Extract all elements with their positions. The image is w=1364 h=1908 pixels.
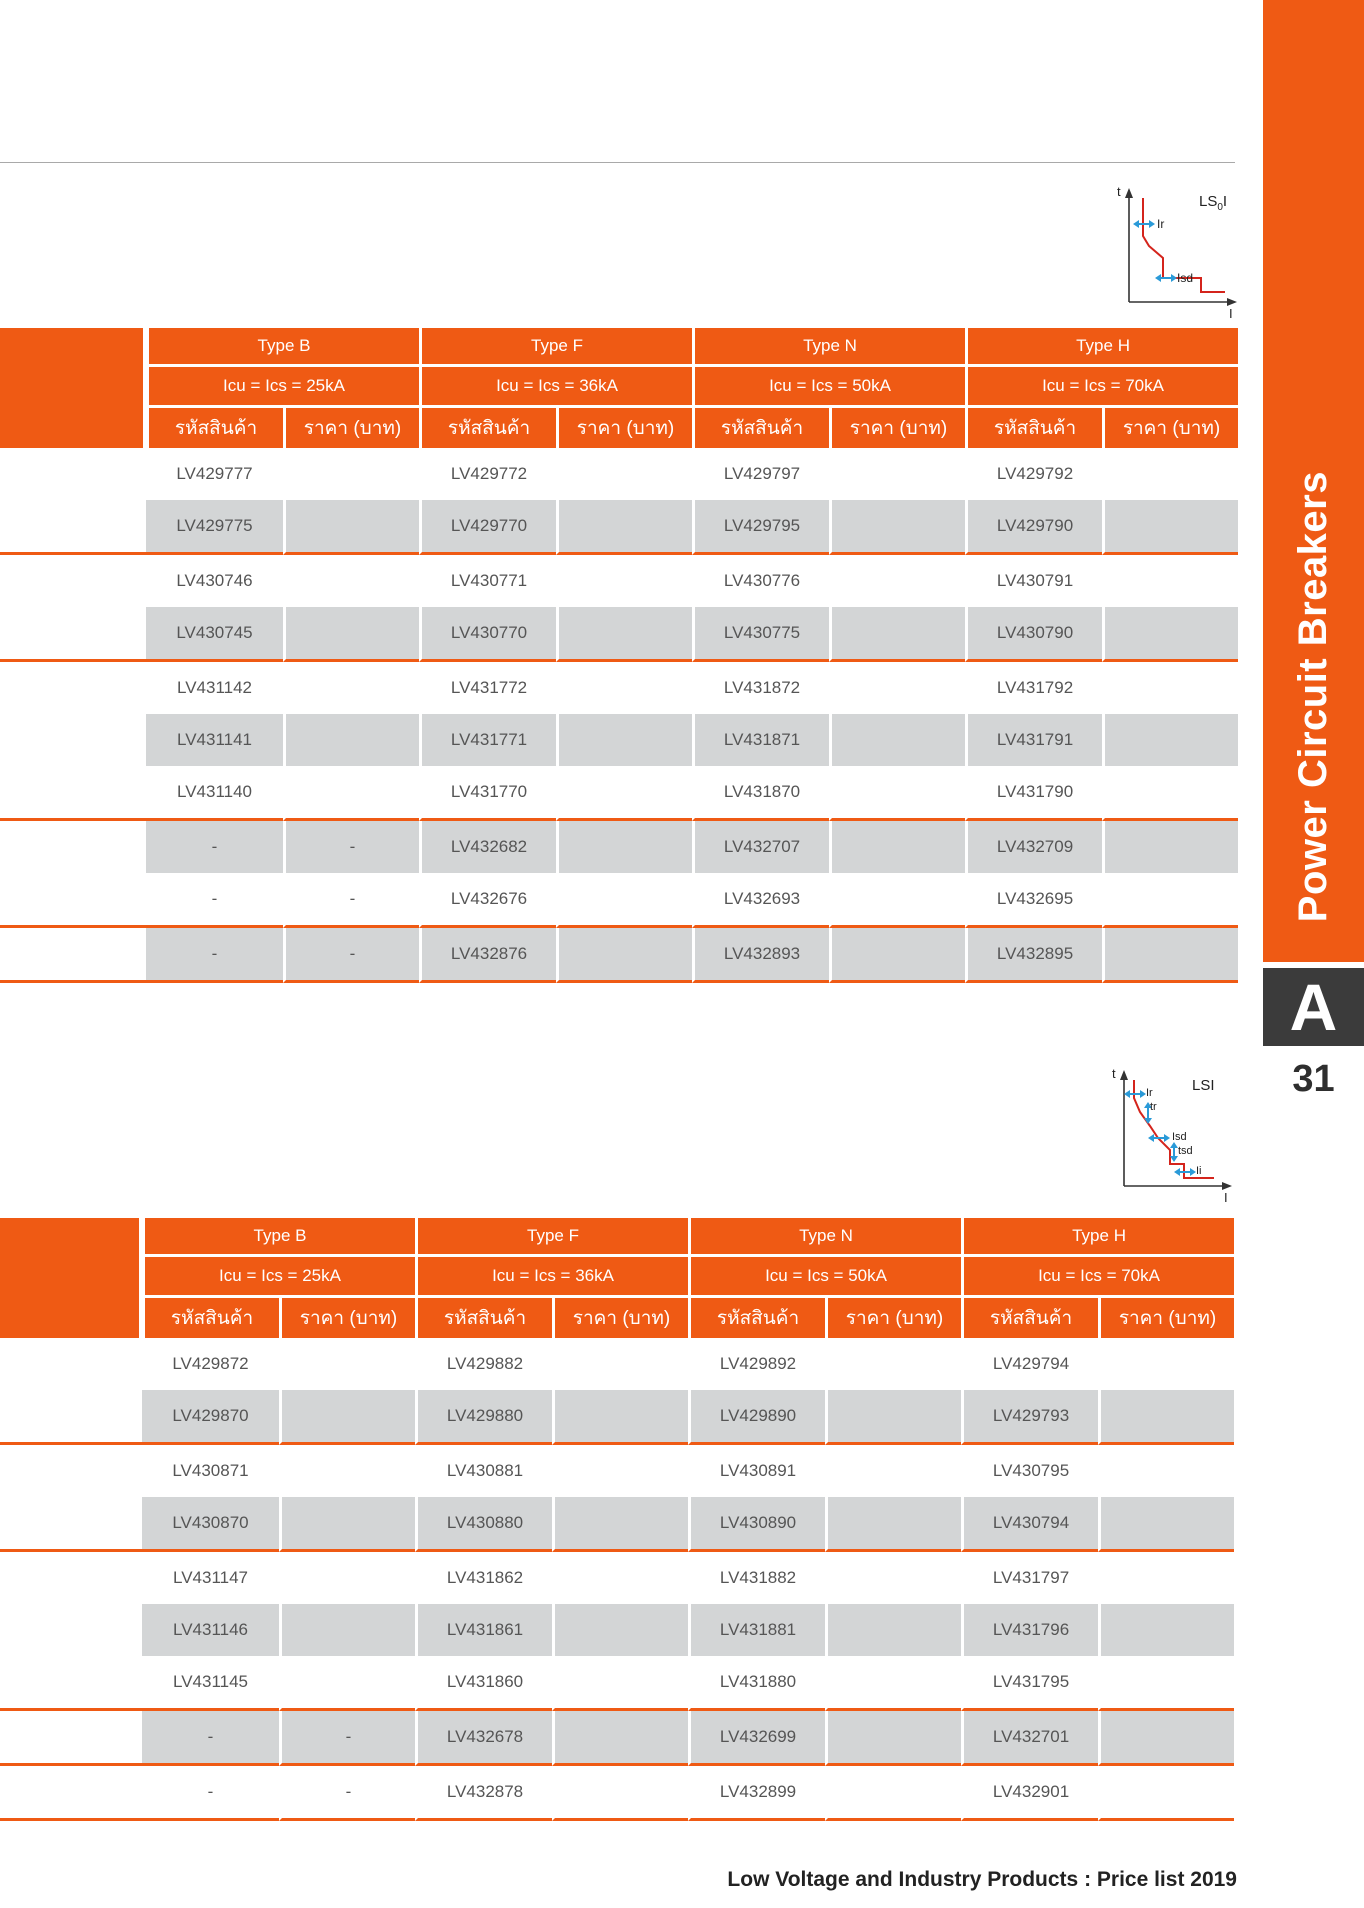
price-cell bbox=[825, 1338, 961, 1390]
table-header-spacer bbox=[0, 328, 146, 448]
i-axis-label: I bbox=[1224, 1190, 1228, 1205]
footer-text: Low Voltage and Industry Products : Price list 2019 bbox=[727, 1868, 1237, 1891]
product-code-cell: LV431862 bbox=[415, 1552, 552, 1604]
type-f-header: Type F bbox=[415, 1218, 688, 1254]
price-cell bbox=[556, 555, 692, 607]
price-cell bbox=[279, 1656, 415, 1711]
price-cell bbox=[829, 928, 965, 983]
product-code-cell: LV432676 bbox=[419, 873, 556, 928]
col-price: ราคา (บาท) bbox=[552, 1295, 688, 1338]
rating-f: Icu = Ics = 36kA bbox=[419, 364, 692, 405]
table-row bbox=[0, 1552, 1234, 1604]
price-cell bbox=[1098, 1390, 1234, 1445]
table-header-spacer bbox=[0, 1218, 142, 1338]
type-n-header: Type N bbox=[692, 328, 965, 364]
rating-b: Icu = Ics = 25kA bbox=[142, 1254, 415, 1295]
product-code-cell: LV430776 bbox=[692, 555, 829, 607]
product-code-cell: LV429890 bbox=[688, 1390, 825, 1445]
product-code-cell: LV431871 bbox=[692, 714, 829, 766]
ir-label: Ir bbox=[1157, 217, 1165, 231]
product-code-cell: LV432699 bbox=[688, 1711, 825, 1766]
product-code-cell: LV432707 bbox=[692, 821, 829, 873]
product-code-cell: LV431861 bbox=[415, 1604, 552, 1656]
price-table-ls0i bbox=[0, 328, 1238, 983]
row-lead-cell bbox=[0, 1390, 142, 1445]
product-code-cell: - bbox=[142, 1711, 279, 1766]
product-code-cell: LV431796 bbox=[961, 1604, 1098, 1656]
price-cell bbox=[1098, 1766, 1234, 1821]
product-code-cell: LV431791 bbox=[965, 714, 1102, 766]
price-cell bbox=[556, 928, 692, 983]
lsi-curve-icon bbox=[1110, 1066, 1240, 1206]
product-code-cell: LV432893 bbox=[692, 928, 829, 983]
product-code-cell: LV432695 bbox=[965, 873, 1102, 928]
col-code: รหัสสินค้า bbox=[419, 405, 556, 448]
price-cell bbox=[552, 1390, 688, 1445]
product-code-cell: LV430790 bbox=[965, 607, 1102, 662]
price-cell bbox=[1102, 873, 1238, 928]
product-code-cell: LV431882 bbox=[688, 1552, 825, 1604]
price-cell bbox=[1102, 448, 1238, 500]
product-code-cell: LV430891 bbox=[688, 1445, 825, 1497]
product-code-cell: LV431770 bbox=[419, 766, 556, 821]
price-cell: - bbox=[283, 821, 419, 873]
tr-label: tr bbox=[1150, 1101, 1157, 1113]
product-code-cell: LV431870 bbox=[692, 766, 829, 821]
price-cell bbox=[1102, 607, 1238, 662]
price-cell bbox=[552, 1552, 688, 1604]
table-row bbox=[0, 766, 1238, 821]
product-code-cell: LV430745 bbox=[146, 607, 283, 662]
product-code-cell: LV431141 bbox=[146, 714, 283, 766]
price-cell bbox=[825, 1445, 961, 1497]
price-cell: - bbox=[283, 873, 419, 928]
table-row bbox=[0, 607, 1238, 662]
price-cell bbox=[1098, 1552, 1234, 1604]
price-cell bbox=[556, 662, 692, 714]
product-code-cell: LV431881 bbox=[688, 1604, 825, 1656]
price-cell bbox=[283, 555, 419, 607]
price-cell bbox=[829, 766, 965, 821]
price-cell bbox=[552, 1656, 688, 1711]
product-code-cell: LV431795 bbox=[961, 1656, 1098, 1711]
col-code: รหัสสินค้า bbox=[688, 1295, 825, 1338]
product-code-cell: LV429892 bbox=[688, 1338, 825, 1390]
row-lead-cell bbox=[0, 1766, 142, 1821]
rating-h: Icu = Ics = 70kA bbox=[965, 364, 1238, 405]
t-axis-label: t bbox=[1117, 184, 1121, 199]
product-code-cell: LV432876 bbox=[419, 928, 556, 983]
price-cell bbox=[283, 448, 419, 500]
type-b-header: Type B bbox=[146, 328, 419, 364]
price-cell bbox=[829, 500, 965, 555]
product-code-cell: LV431792 bbox=[965, 662, 1102, 714]
col-price: ราคา (บาท) bbox=[1098, 1295, 1234, 1338]
row-lead-cell bbox=[0, 928, 146, 983]
type-h-header: Type H bbox=[965, 328, 1238, 364]
price-cell bbox=[552, 1497, 688, 1552]
price-cell bbox=[283, 662, 419, 714]
price-cell bbox=[829, 555, 965, 607]
row-lead-cell bbox=[0, 448, 146, 500]
price-cell bbox=[825, 1766, 961, 1821]
row-lead-cell bbox=[0, 1711, 142, 1766]
price-cell bbox=[1102, 662, 1238, 714]
price-cell: - bbox=[279, 1711, 415, 1766]
row-lead-cell bbox=[0, 873, 146, 928]
product-code-cell: LV430890 bbox=[688, 1497, 825, 1552]
product-code-cell: LV429795 bbox=[692, 500, 829, 555]
price-cell bbox=[1098, 1604, 1234, 1656]
price-cell bbox=[829, 448, 965, 500]
price-cell bbox=[283, 500, 419, 555]
col-price: ราคา (บาท) bbox=[825, 1295, 961, 1338]
table-row bbox=[0, 448, 1238, 500]
col-code: รหัสสินค้า bbox=[965, 405, 1102, 448]
product-code-cell: - bbox=[142, 1766, 279, 1821]
product-code-cell: LV431872 bbox=[692, 662, 829, 714]
row-lead-cell bbox=[0, 1656, 142, 1711]
price-cell bbox=[556, 821, 692, 873]
type-f-header: Type F bbox=[419, 328, 692, 364]
side-title: Power Circuit Breakers bbox=[1291, 470, 1335, 922]
price-cell bbox=[825, 1656, 961, 1711]
price-cell bbox=[825, 1497, 961, 1552]
product-code-cell: LV432901 bbox=[961, 1766, 1098, 1821]
table-row bbox=[0, 714, 1238, 766]
curve-label: LSI bbox=[1192, 1077, 1215, 1094]
row-lead-cell bbox=[0, 766, 146, 821]
row-lead-cell bbox=[0, 821, 146, 873]
row-lead-cell bbox=[0, 1445, 142, 1497]
tsd-label: tsd bbox=[1178, 1145, 1193, 1157]
type-h-header: Type H bbox=[961, 1218, 1234, 1254]
product-code-cell: LV429872 bbox=[172, 1354, 249, 1373]
product-code-cell: LV431860 bbox=[415, 1656, 552, 1711]
rating-h: Icu = Ics = 70kA bbox=[961, 1254, 1234, 1295]
price-cell bbox=[1102, 714, 1238, 766]
price-cell: - bbox=[279, 1766, 415, 1821]
price-cell bbox=[279, 1604, 415, 1656]
isd-label: Isd bbox=[1172, 1131, 1187, 1143]
price-cell bbox=[829, 873, 965, 928]
product-code-cell: LV431145 bbox=[142, 1656, 279, 1711]
col-code: รหัสสินค้า bbox=[961, 1295, 1098, 1338]
price-cell bbox=[552, 1445, 688, 1497]
product-code-cell: LV429793 bbox=[961, 1390, 1098, 1445]
product-code-cell: LV431147 bbox=[173, 1568, 248, 1587]
row-lead-cell bbox=[0, 500, 146, 555]
price-cell bbox=[283, 714, 419, 766]
price-cell bbox=[825, 1552, 961, 1604]
product-code-cell: LV432678 bbox=[415, 1711, 552, 1766]
price-cell bbox=[556, 714, 692, 766]
table-row bbox=[0, 1766, 1234, 1821]
col-price: ราคา (บาท) bbox=[283, 405, 419, 448]
product-code-cell: LV429794 bbox=[961, 1338, 1098, 1390]
product-code-cell: LV429797 bbox=[692, 448, 829, 500]
price-cell bbox=[1102, 500, 1238, 555]
price-cell bbox=[556, 766, 692, 821]
price-cell bbox=[1098, 1656, 1234, 1711]
product-code-cell: LV429882 bbox=[415, 1338, 552, 1390]
row-lead-cell bbox=[0, 714, 146, 766]
table-row bbox=[0, 928, 1238, 983]
product-code-cell: LV430795 bbox=[961, 1445, 1098, 1497]
rating-f: Icu = Ics = 36kA bbox=[415, 1254, 688, 1295]
price-cell bbox=[556, 873, 692, 928]
price-cell bbox=[279, 1552, 415, 1604]
product-code-cell: LV432701 bbox=[961, 1711, 1098, 1766]
col-code: รหัสสินค้า bbox=[415, 1295, 552, 1338]
product-code-cell: LV429772 bbox=[419, 448, 556, 500]
rating-b: Icu = Ics = 25kA bbox=[146, 364, 419, 405]
price-table-lsi bbox=[0, 1218, 1234, 1821]
product-code-cell: LV429777 bbox=[176, 464, 253, 483]
product-code-cell: LV432899 bbox=[688, 1766, 825, 1821]
col-code: รหัสสินค้า bbox=[692, 405, 829, 448]
product-code-cell: LV431142 bbox=[177, 678, 252, 697]
page-number: 31 bbox=[1292, 1058, 1335, 1100]
product-code-cell: LV432682 bbox=[419, 821, 556, 873]
row-lead-cell bbox=[0, 555, 146, 607]
table-row bbox=[0, 821, 1238, 873]
price-cell bbox=[1102, 821, 1238, 873]
price-cell bbox=[279, 1445, 415, 1497]
price-cell bbox=[552, 1338, 688, 1390]
price-cell bbox=[1098, 1497, 1234, 1552]
product-code-cell: LV429790 bbox=[965, 500, 1102, 555]
i-axis-label: I bbox=[1229, 306, 1233, 321]
table-row bbox=[0, 555, 1238, 607]
col-price: ราคา (บาท) bbox=[556, 405, 692, 448]
product-code-cell: LV429870 bbox=[142, 1390, 279, 1445]
price-cell bbox=[1102, 928, 1238, 983]
table-row bbox=[0, 500, 1238, 555]
product-code-cell: LV430770 bbox=[419, 607, 556, 662]
price-cell bbox=[279, 1497, 415, 1552]
type-b-header: Type B bbox=[142, 1218, 415, 1254]
price-cell bbox=[829, 607, 965, 662]
table-row bbox=[0, 873, 1238, 928]
product-code-cell: - bbox=[146, 821, 283, 873]
price-cell: - bbox=[283, 928, 419, 983]
ls0i-curve-icon bbox=[1115, 184, 1240, 324]
table-row bbox=[0, 1390, 1234, 1445]
product-code-cell: LV430794 bbox=[961, 1497, 1098, 1552]
product-code-cell: LV432895 bbox=[965, 928, 1102, 983]
table-row bbox=[0, 1656, 1234, 1711]
product-code-cell: - bbox=[146, 873, 283, 928]
curve-label: $LS_0I$ bbox=[1199, 193, 1228, 213]
table-row bbox=[0, 1711, 1234, 1766]
product-code-cell: LV431880 bbox=[688, 1656, 825, 1711]
price-cell bbox=[283, 766, 419, 821]
price-cell bbox=[552, 1711, 688, 1766]
col-price: ราคา (บาท) bbox=[279, 1295, 415, 1338]
price-cell bbox=[1102, 766, 1238, 821]
row-lead-cell bbox=[0, 1497, 142, 1552]
price-cell bbox=[556, 500, 692, 555]
price-cell bbox=[825, 1390, 961, 1445]
table-row bbox=[0, 1338, 1234, 1390]
table-row bbox=[0, 662, 1238, 714]
rating-n: Icu = Ics = 50kA bbox=[692, 364, 965, 405]
product-code-cell: - bbox=[146, 928, 283, 983]
price-cell bbox=[279, 1338, 415, 1390]
product-code-cell: LV430771 bbox=[419, 555, 556, 607]
price-cell bbox=[283, 607, 419, 662]
product-code-cell: LV429792 bbox=[965, 448, 1102, 500]
price-cell bbox=[1098, 1445, 1234, 1497]
row-lead-cell bbox=[0, 662, 146, 714]
table-row bbox=[0, 1445, 1234, 1497]
price-cell bbox=[829, 714, 965, 766]
t-axis-label: t bbox=[1112, 1066, 1116, 1081]
product-code-cell: LV432709 bbox=[965, 821, 1102, 873]
product-code-cell: LV432693 bbox=[692, 873, 829, 928]
col-price: ราคา (บาท) bbox=[829, 405, 965, 448]
row-lead-cell bbox=[0, 1604, 142, 1656]
price-cell bbox=[552, 1604, 688, 1656]
product-code-cell: LV429775 bbox=[146, 500, 283, 555]
col-price: ราคา (บาท) bbox=[1102, 405, 1238, 448]
product-code-cell: LV429880 bbox=[415, 1390, 552, 1445]
product-code-cell: LV431140 bbox=[146, 766, 283, 821]
row-lead-cell bbox=[0, 1338, 142, 1390]
product-code-cell: LV431790 bbox=[965, 766, 1102, 821]
product-code-cell: LV430880 bbox=[415, 1497, 552, 1552]
price-cell bbox=[829, 662, 965, 714]
table-row bbox=[0, 1497, 1234, 1552]
product-code-cell: LV430881 bbox=[415, 1445, 552, 1497]
product-code-cell: LV429770 bbox=[419, 500, 556, 555]
top-rule bbox=[0, 162, 1235, 163]
ir-label: Ir bbox=[1146, 1087, 1153, 1099]
price-cell bbox=[825, 1604, 961, 1656]
isd-label: Isd bbox=[1177, 271, 1194, 285]
price-cell bbox=[556, 607, 692, 662]
product-code-cell: LV430746 bbox=[176, 571, 253, 590]
product-code-cell: LV430871 bbox=[172, 1461, 249, 1480]
row-lead-cell bbox=[0, 1552, 142, 1604]
price-cell bbox=[1098, 1338, 1234, 1390]
product-code-cell: LV432878 bbox=[415, 1766, 552, 1821]
col-code: รหัสสินค้า bbox=[142, 1295, 279, 1338]
product-code-cell: LV431797 bbox=[961, 1552, 1098, 1604]
section-letter: A bbox=[1263, 968, 1364, 1046]
col-code: รหัสสินค้า bbox=[146, 405, 283, 448]
price-cell bbox=[1102, 555, 1238, 607]
product-code-cell: LV431771 bbox=[419, 714, 556, 766]
table-row bbox=[0, 1604, 1234, 1656]
row-lead-cell bbox=[0, 607, 146, 662]
rating-n: Icu = Ics = 50kA bbox=[688, 1254, 961, 1295]
price-cell bbox=[829, 821, 965, 873]
price-cell bbox=[1098, 1711, 1234, 1766]
price-cell bbox=[279, 1390, 415, 1445]
product-code-cell: LV431772 bbox=[419, 662, 556, 714]
price-cell bbox=[825, 1711, 961, 1766]
price-cell bbox=[552, 1766, 688, 1821]
product-code-cell: LV430775 bbox=[692, 607, 829, 662]
product-code-cell: LV431146 bbox=[142, 1604, 279, 1656]
product-code-cell: LV430791 bbox=[965, 555, 1102, 607]
price-cell bbox=[556, 448, 692, 500]
type-n-header: Type N bbox=[688, 1218, 961, 1254]
product-code-cell: LV430870 bbox=[142, 1497, 279, 1552]
ii-label: Ii bbox=[1196, 1165, 1202, 1177]
